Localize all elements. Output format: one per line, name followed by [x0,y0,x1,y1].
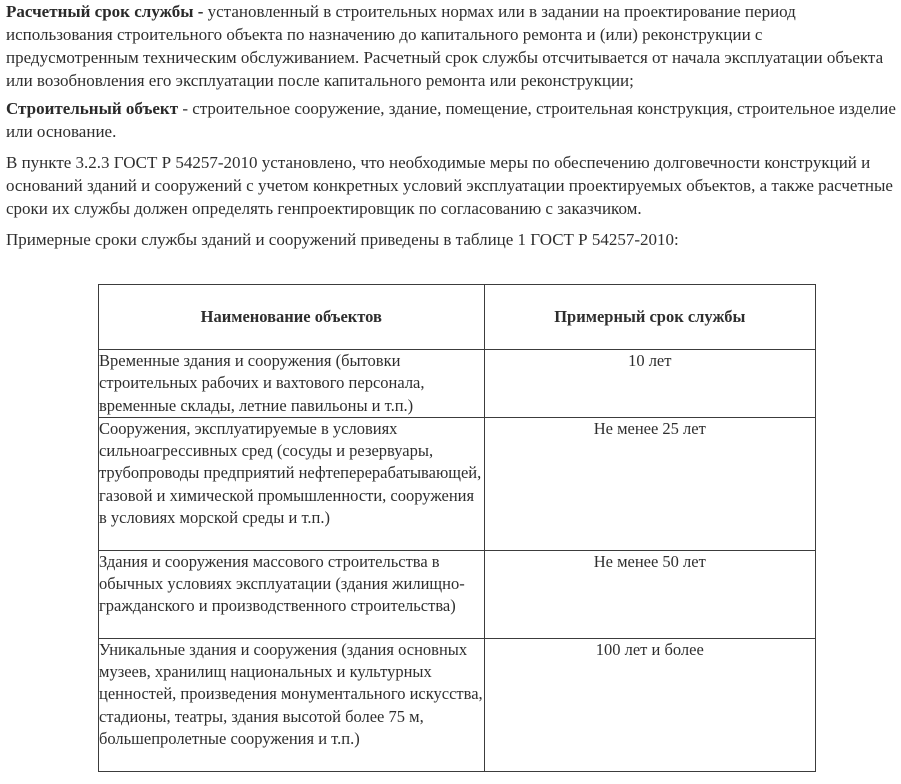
table-row [99,550,816,638]
definition-construction-object [6,97,896,143]
term-service-life: Расчетный срок службы - [6,2,204,21]
gost-clause-paragraph: В пункте 3.2.3 ГОСТ Р 54257-2010 установлено, что необходимые меры по обеспечению долговечности конструкций и оснований зданий и сооружений с учетом конкретных условий эксплуатации проектируемых объектов, а также расчетные сроки их службы должен определять генпроектировщик по согласованию с заказчиком. [6,153,893,218]
table-row [99,417,816,550]
table-row [99,638,816,771]
table-header-row [99,285,816,350]
service-life-cell: Не менее 50 лет [484,550,815,638]
definition-service-life-text: установленный в строительных нормах или в задании на проектирование период использования строительного объекта по назначению до капитального ремонта и (или) реконструкции с предусмотренным техническим обслуживанием. Расчетный срок службы отсчитывается от начала эксплуатации объекта или возобновления его эксплуатации после капитального ремонта или реконструкции; [6,2,884,90]
object-name-cell: Временные здания и сооружения (бытовки строительных рабочих и вахтового персонала, временные склады, летние павильоны и т.п.) [99,350,485,418]
table-row [99,350,816,418]
table-intro-paragraph: Примерные сроки службы зданий и сооружений приведены в таблице 1 ГОСТ Р 54257-2010: [6,230,679,249]
service-life-table [98,284,816,772]
header-service-life: Примерный срок службы [484,285,815,350]
service-life-cell: Не менее 25 лет [484,417,815,550]
service-life-cell: 100 лет и более [484,638,815,771]
service-life-cell: 10 лет [484,350,815,418]
header-object-name: Наименование объектов [99,285,485,350]
object-name-cell: Здания и сооружения массового строительства в обычных условиях эксплуатации (здания жилищно-гражданского и производственного строительства) [99,550,485,638]
definition-construction-object-text: - строительное сооружение, здание, помещение, строительная конструкция, строительное изделие или основание. [6,99,896,141]
term-construction-object: Строительный объект [6,99,179,118]
definition-service-life [6,0,896,92]
object-name-cell: Уникальные здания и сооружения (здания основных музеев, хранилищ национальных и культурных ценностей, произведения монументального искусства, стадионы, театры, здания высотой более 75 м, большепролетные сооружения и т.п.) [99,638,485,771]
object-name-cell: Сооружения, эксплуатируемые в условиях сильноагрессивных сред (сосуды и резервуары, трубопроводы предприятий нефтеперерабатывающей, газовой и химической промышленности, сооружения в условиях морской среды и т.п.) [99,417,485,550]
